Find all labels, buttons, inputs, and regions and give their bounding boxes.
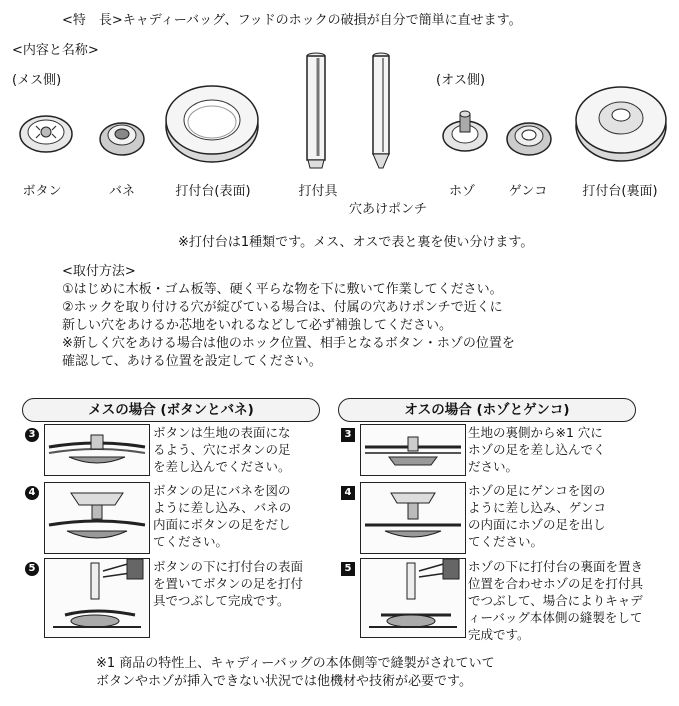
method-line-1: ①はじめに木板・ゴム板等、硬く平らな物を下に敷いて作業してください。: [62, 282, 503, 297]
base-note: ※打付台は1種類です。メス、オスで表と裏を使い分けます。: [178, 235, 534, 250]
setter-illustration: [305, 52, 327, 172]
female-side-label: (メス側): [12, 73, 62, 88]
female-step-4-illustration: [44, 482, 150, 554]
stud-illustration: [440, 108, 490, 154]
method-line-4: ※新しく穴をあける場合は他のホック位置、相手となるボタン・ホゾの位置を: [62, 336, 515, 351]
male-step-5-text: ホゾの下に打付台の裏面を置き 位置を合わせホゾの足を打付具 でつぶして、場合によりキャデ ィーバッグ本体側の縫製をして 完成です。: [468, 559, 644, 642]
female-step-3-number: 3: [25, 428, 39, 442]
female-step-3-illustration: [44, 424, 150, 476]
female-step-5-illustration: [44, 558, 150, 638]
part-label-stud: ホゾ: [448, 184, 475, 199]
female-step-5-text: ボタンの下に打付台の表面 を置いてボタンの足を打付 具でつぶして完成です。: [153, 559, 304, 608]
female-step-4-number: 4: [25, 486, 39, 500]
female-step-5-number: 5: [25, 562, 39, 576]
part-label-base-front: 打付台(表面): [175, 184, 251, 199]
method-line-2: ②ホックを取り付ける穴が綻びている場合は、付属の穴あけポンチで近くに: [62, 300, 503, 315]
part-label-spring: バネ: [108, 184, 135, 199]
feature-heading: <特 長>キャディーバッグ、フッドのホックの破損が自分で簡単に直せます。: [62, 13, 522, 28]
male-step-5-number: 5: [341, 562, 355, 576]
female-section-title: メスの場合 (ボタンとバネ): [22, 398, 320, 422]
male-step-4-text: ホゾの足にゲンコを図の ように差し込み、ゲンコ の内面にホゾの足を出し てください。: [468, 483, 607, 549]
male-step-4-number: 4: [341, 486, 355, 500]
female-step-4-text: ボタンの足にバネを図の ように差し込み、バネの 内面にボタンの足をだし てください。: [153, 483, 292, 549]
base-front-illustration: [162, 80, 262, 164]
male-section-title: オスの場合 (ホゾとゲンコ): [338, 398, 636, 422]
male-step-5-illustration: [360, 558, 466, 638]
part-label-socket: ゲンコ: [508, 184, 548, 199]
part-label-setter: 打付具: [298, 184, 338, 199]
female-step-3-text: ボタンは生地の表面にな るよう、穴にボタンの足 を差し込んでください。: [153, 425, 291, 474]
base-back-illustration: [572, 80, 670, 164]
spring-illustration: [97, 117, 147, 157]
button-illustration: [18, 112, 74, 154]
part-label-button: ボタン: [22, 184, 62, 199]
male-step-3-number: 3: [341, 428, 355, 442]
male-step-3-illustration: [360, 424, 466, 476]
male-step-4-illustration: [360, 482, 466, 554]
male-step-3-text: 生地の裏側から※1 穴に ホゾの足を差し込んでく ださい。: [468, 425, 606, 474]
hole-punch-illustration: [371, 52, 391, 172]
method-line-5: 確認して、あける位置を設定してください。: [62, 354, 322, 369]
method-title: <取付方法>: [62, 264, 136, 279]
contents-title: <内容と名称>: [12, 43, 99, 58]
male-side-label: (オス側): [436, 73, 486, 88]
part-label-hole-punch: 穴あけポンチ: [348, 202, 427, 217]
footnote-line-1: ※1 商品の特性上、キャディーバッグの本体側等で縫製がされていて: [96, 656, 495, 671]
part-label-base-back: 打付台(裏面): [582, 184, 658, 199]
method-line-3: 新しい穴をあけるか芯地をいれるなどして必ず補強してください。: [62, 318, 453, 333]
footnote-line-2: ボタンやホゾが挿入できない状況では他機材や技術が必要です。: [96, 674, 472, 689]
socket-illustration: [504, 117, 554, 157]
